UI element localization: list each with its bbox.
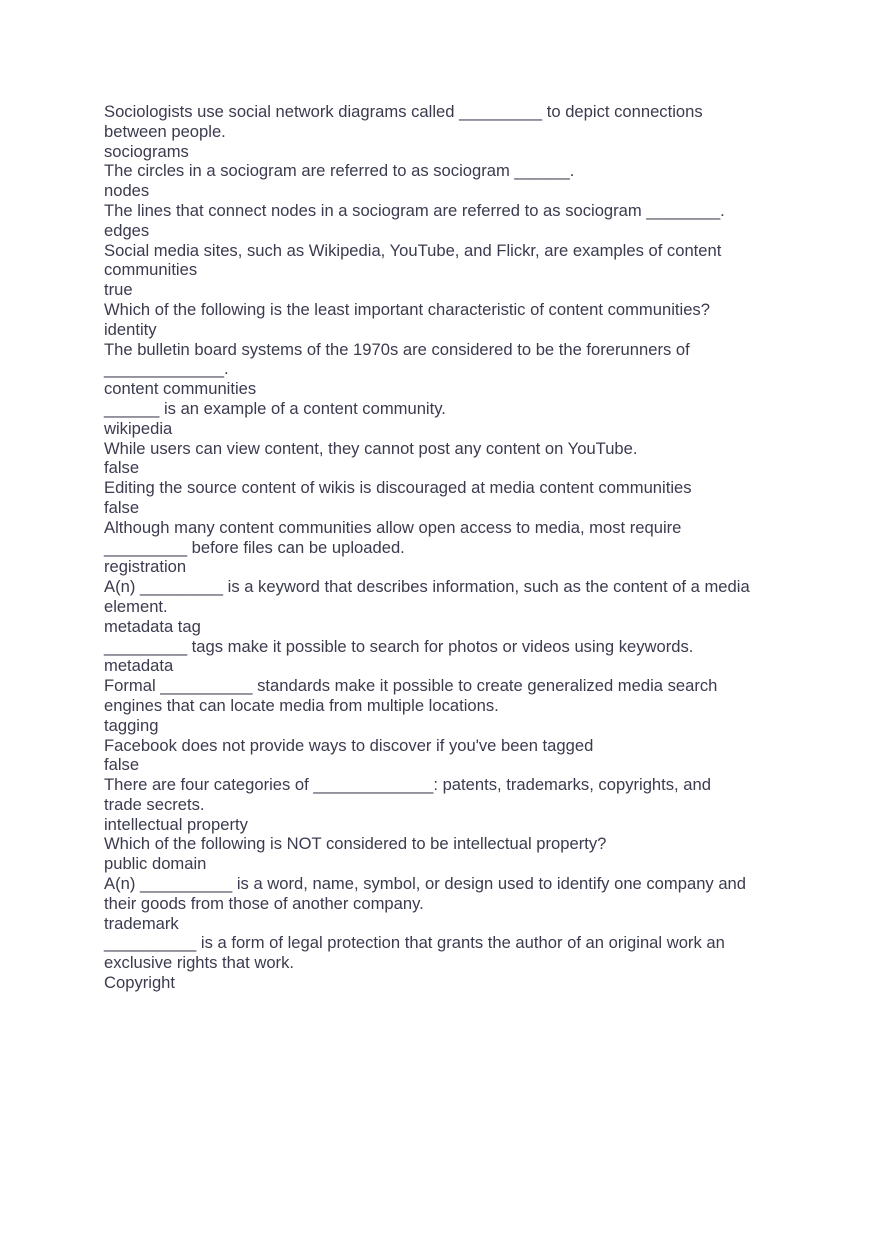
- question-text: Which of the following is the least important characteristic of content communities?: [104, 299, 710, 319]
- question-text: The bulletin board systems of the 1970s are considered to be the forerunners of _____________.: [104, 339, 690, 379]
- question-text: There are four categories of _____________: patents, trademarks, copyrights, and trade secrets.: [104, 775, 711, 814]
- answer-text: sociograms: [104, 141, 189, 161]
- question-text: Although many content communities allow open access to media, most require _________ before files can be uploaded.: [104, 517, 682, 557]
- answer-text: nodes: [104, 181, 150, 201]
- answer-text: wikipedia: [104, 418, 173, 438]
- answer-text: metadata tag: [104, 616, 201, 636]
- answer-text: public domain: [104, 854, 207, 874]
- answer-text: trademark: [104, 913, 179, 933]
- question-text: Editing the source content of wikis is discouraged at media content communities: [104, 478, 692, 498]
- question-text: Social media sites, such as Wikipedia, YouTube, and Flickr, are examples of content communities: [104, 240, 722, 280]
- question-text: The lines that connect nodes in a sociogram are referred to as sociogram ________.: [104, 200, 725, 220]
- answer-text: false: [104, 458, 140, 478]
- question-text: A(n) _________ is a keyword that describes information, such as the content of a media element.: [104, 577, 750, 616]
- flashcard-list: [104, 102, 794, 993]
- question-text: _________ tags make it possible to search for photos or videos using keywords.: [104, 636, 694, 656]
- answer-text: tagging: [104, 715, 159, 735]
- answer-text: identity: [104, 319, 157, 339]
- answer-text: Copyright: [104, 973, 176, 993]
- question-text: Sociologists use social network diagrams called _________ to depict connections between people.: [104, 102, 703, 141]
- answer-text: content communities: [104, 379, 257, 399]
- question-text: Which of the following is NOT considered to be intellectual property?: [104, 834, 607, 854]
- question-text: ______ is an example of a content community.: [104, 398, 446, 418]
- question-text: __________ is a form of legal protection that grants the author of an original work an exclusive rights that work.: [104, 933, 725, 973]
- answer-text: intellectual property: [104, 814, 248, 834]
- answer-text: metadata: [104, 656, 174, 676]
- question-text: The circles in a sociogram are referred to as sociogram ______.: [104, 161, 575, 181]
- answer-text: edges: [104, 220, 150, 240]
- question-text: Formal __________ standards make it possible to create generalized media search engines that can locate media from multiple locations.: [104, 676, 718, 715]
- question-text: While users can view content, they cannot post any content on YouTube.: [104, 438, 638, 458]
- answer-text: true: [104, 280, 133, 300]
- answer-text: registration: [104, 557, 187, 577]
- answer-text: false: [104, 497, 140, 517]
- question-text: A(n) __________ is a word, name, symbol, or design used to identify one company and their goods from those of another company.: [104, 874, 747, 913]
- question-text: Facebook does not provide ways to discover if you've been tagged: [104, 735, 594, 755]
- answer-text: false: [104, 755, 140, 775]
